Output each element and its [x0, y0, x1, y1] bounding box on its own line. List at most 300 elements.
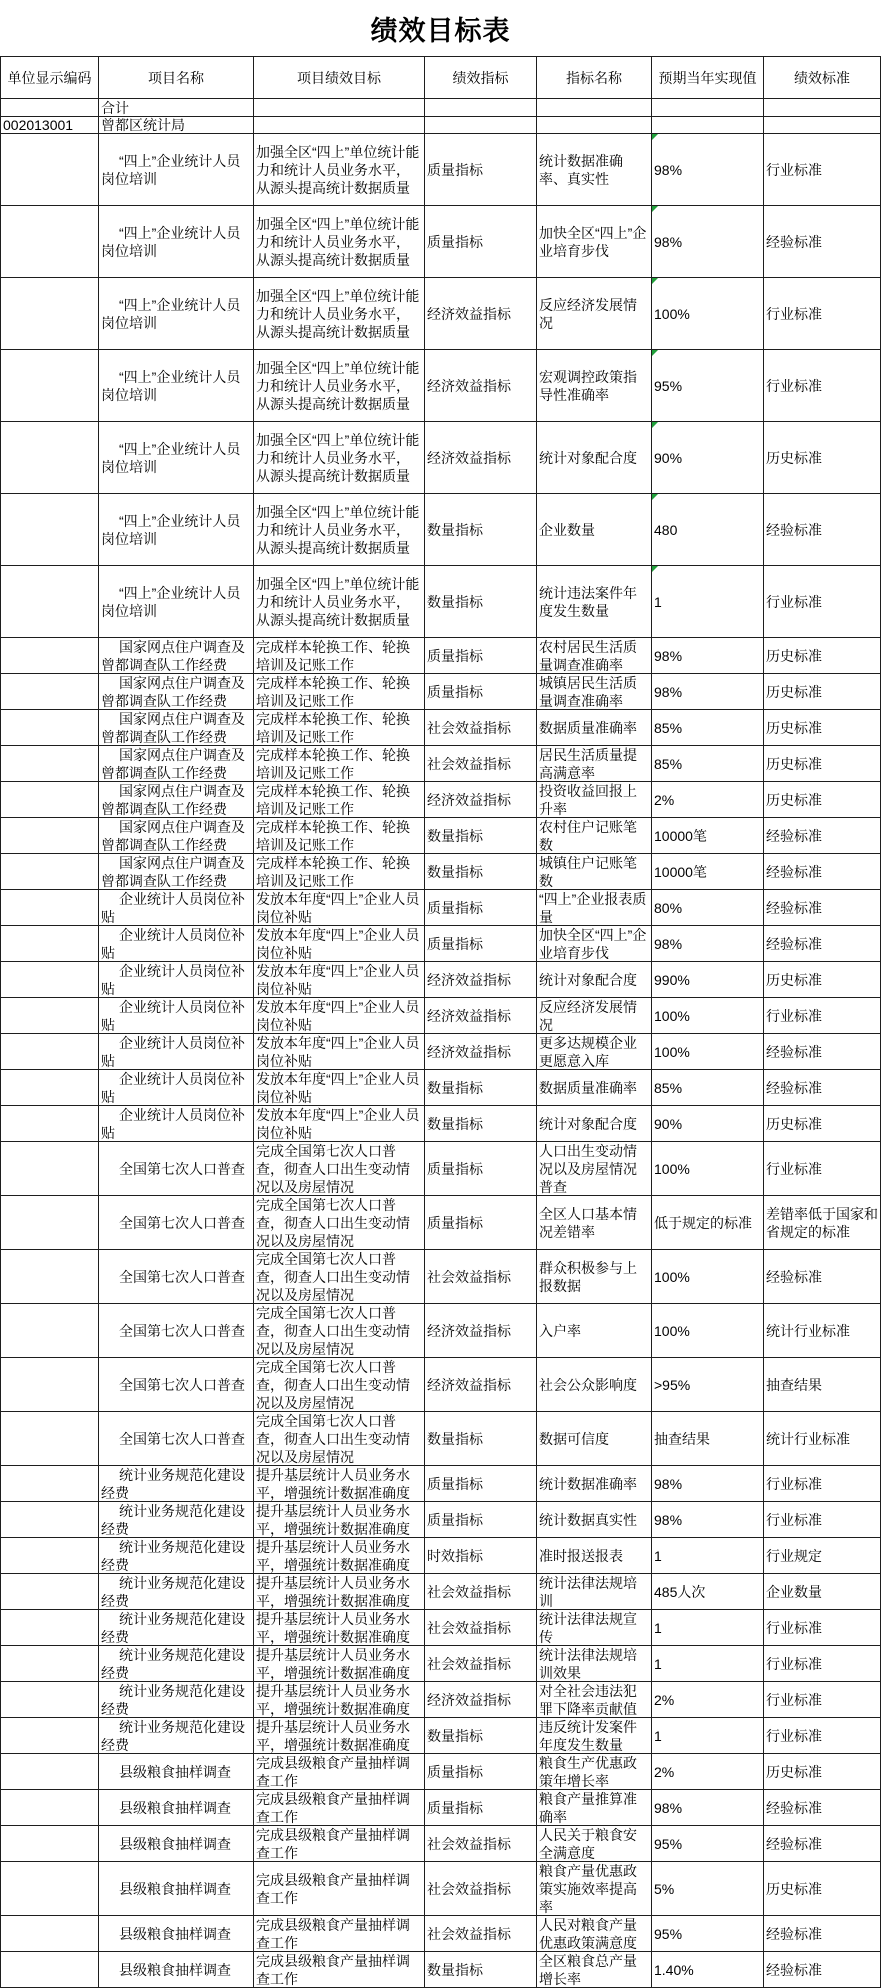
- project-goal-cell: 完成县级粮食产量抽样调查工作: [254, 1826, 425, 1862]
- project-goal-cell: 完成全国第七次人口普查，彻查人口出生变动情况以及房屋情况: [254, 1250, 425, 1304]
- number-as-text-indicator-icon: [652, 422, 658, 428]
- performance-standard-cell: 抽查结果: [764, 1358, 881, 1412]
- performance-standard-cell: 经验标准: [764, 1250, 881, 1304]
- indicator-name-cell: 投资收益回报上升率: [537, 782, 652, 818]
- table-row: [0, 1574, 881, 1610]
- table-row: [0, 1826, 881, 1862]
- indicator-category-cell: 质量指标: [425, 1196, 537, 1250]
- project-goal-cell: 完成样本轮换工作、轮换培训及记账工作: [254, 818, 425, 854]
- table-title: 绩效目标表: [0, 0, 881, 57]
- unit-code-cell: [0, 1070, 99, 1106]
- unit-code-cell: [0, 1502, 99, 1538]
- expected-value-cell: 90%: [652, 1106, 764, 1142]
- performance-standard-cell: 历史标准: [764, 422, 881, 494]
- project-name-cell: 统计业务规范化建设经费: [99, 1718, 254, 1754]
- expected-value-cell: 100%: [652, 1142, 764, 1196]
- performance-standard-cell: 行业标准: [764, 1610, 881, 1646]
- indicator-category-cell: 社会效益指标: [425, 1574, 537, 1610]
- expected-value-cell: 95%: [652, 1826, 764, 1862]
- performance-standard-cell: [764, 99, 881, 117]
- table-row: [0, 710, 881, 746]
- project-name-cell: 统计业务规范化建设经费: [99, 1646, 254, 1682]
- table-row: [0, 1070, 881, 1106]
- indicator-name-cell: 统计法律法规培训: [537, 1574, 652, 1610]
- indicator-name-cell: 对全社会违法犯罪下降率贡献值: [537, 1682, 652, 1718]
- expected-value-cell: 98%: [652, 1502, 764, 1538]
- project-name-cell: 企业统计人员岗位补贴: [99, 890, 254, 926]
- indicator-category-cell: 经济效益指标: [425, 1682, 537, 1718]
- indicator-name-cell: 准时报送报表: [537, 1538, 652, 1574]
- performance-standard-cell: 历史标准: [764, 1862, 881, 1916]
- project-goal-cell: 提升基层统计人员业务水平，增强统计数据准确度: [254, 1502, 425, 1538]
- performance-standard-cell: 经验标准: [764, 494, 881, 566]
- indicator-name-cell: 加快全区“四上”企业培育步伐: [537, 206, 652, 278]
- performance-standard-cell: 行业标准: [764, 1646, 881, 1682]
- table-row: [0, 890, 881, 926]
- performance-standard-cell: 历史标准: [764, 674, 881, 710]
- indicator-category-cell: 数量指标: [425, 1412, 537, 1466]
- project-name-cell: 国家网点住户调查及曾都调查队工作经费: [99, 746, 254, 782]
- table-row: [0, 1862, 881, 1916]
- expected-value-cell: 85%: [652, 1070, 764, 1106]
- table-row: [0, 818, 881, 854]
- indicator-category-cell: 质量指标: [425, 134, 537, 206]
- unit-code-cell: [0, 1358, 99, 1412]
- unit-code-cell: [0, 1106, 99, 1142]
- column-header-unit-code: 单位显示编码: [0, 57, 99, 99]
- project-goal-cell: 完成全国第七次人口普查，彻查人口出生变动情况以及房屋情况: [254, 1304, 425, 1358]
- project-name-cell: 国家网点住户调查及曾都调查队工作经费: [99, 782, 254, 818]
- project-name-cell: 统计业务规范化建设经费: [99, 1574, 254, 1610]
- expected-value-cell: 98%: [652, 926, 764, 962]
- column-header-indicator-name: 指标名称: [537, 57, 652, 99]
- unit-code-cell: [0, 1610, 99, 1646]
- project-name-cell: 全国第七次人口普查: [99, 1250, 254, 1304]
- indicator-name-cell: 加快全区“四上”企业培育步伐: [537, 926, 652, 962]
- project-name-cell: 全国第七次人口普查: [99, 1412, 254, 1466]
- indicator-name-cell: [537, 117, 652, 134]
- indicator-category-cell: 经济效益指标: [425, 962, 537, 998]
- table-row: [0, 278, 881, 350]
- expected-value-cell: >95%: [652, 1358, 764, 1412]
- performance-standard-cell: 历史标准: [764, 746, 881, 782]
- table-row: [0, 1250, 881, 1304]
- column-header-project-name: 项目名称: [99, 57, 254, 99]
- project-name-cell: 国家网点住户调查及曾都调查队工作经费: [99, 638, 254, 674]
- project-goal-cell: [254, 117, 425, 134]
- project-name-cell: 统计业务规范化建设经费: [99, 1682, 254, 1718]
- number-as-text-indicator-icon: [652, 134, 658, 140]
- expected-value-cell: 90%: [652, 422, 764, 494]
- number-as-text-indicator-icon: [652, 566, 658, 572]
- unit-code-cell: [0, 278, 99, 350]
- expected-value-cell: 100%: [652, 1250, 764, 1304]
- indicator-category-cell: 数量指标: [425, 494, 537, 566]
- performance-standard-cell: 行业标准: [764, 278, 881, 350]
- project-name-cell: 国家网点住户调查及曾都调查队工作经费: [99, 854, 254, 890]
- performance-standard-cell: 经验标准: [764, 1916, 881, 1952]
- project-name-cell: 统计业务规范化建设经费: [99, 1610, 254, 1646]
- project-name-cell: 国家网点住户调查及曾都调查队工作经费: [99, 710, 254, 746]
- performance-standard-cell: 统计行业标准: [764, 1412, 881, 1466]
- project-goal-cell: 完成全国第七次人口普查，彻查人口出生变动情况以及房屋情况: [254, 1358, 425, 1412]
- table-row: [0, 746, 881, 782]
- project-name-cell: 统计业务规范化建设经费: [99, 1466, 254, 1502]
- unit-code-cell: [0, 710, 99, 746]
- indicator-name-cell: 人民关于粮食安全满意度: [537, 1826, 652, 1862]
- expected-value-cell: 100%: [652, 998, 764, 1034]
- expected-value-cell: 98%: [652, 206, 764, 278]
- indicator-name-cell: “四上”企业报表质量: [537, 890, 652, 926]
- performance-standard-cell: 行业规定: [764, 1538, 881, 1574]
- indicator-name-cell: 数据质量准确率: [537, 710, 652, 746]
- expected-value-cell: 95%: [652, 350, 764, 422]
- indicator-category-cell: 质量指标: [425, 206, 537, 278]
- project-goal-cell: 提升基层统计人员业务水平，增强统计数据准确度: [254, 1466, 425, 1502]
- project-name-cell: 县级粮食抽样调查: [99, 1790, 254, 1826]
- project-name-cell: “四上”企业统计人员岗位培训: [99, 566, 254, 638]
- expected-value-cell: 2%: [652, 782, 764, 818]
- indicator-name-cell: 统计对象配合度: [537, 1106, 652, 1142]
- unit-code-cell: [0, 99, 99, 117]
- table-row: [0, 674, 881, 710]
- indicator-category-cell: 经济效益指标: [425, 1358, 537, 1412]
- table-row: [0, 1142, 881, 1196]
- indicator-category-cell: 社会效益指标: [425, 1646, 537, 1682]
- table-row: [0, 854, 881, 890]
- table-row: [0, 1412, 881, 1466]
- performance-standard-cell: 历史标准: [764, 1754, 881, 1790]
- expected-value-cell: 抽查结果: [652, 1412, 764, 1466]
- project-goal-cell: 完成县级粮食产量抽样调查工作: [254, 1790, 425, 1826]
- project-name-cell: 县级粮食抽样调查: [99, 1862, 254, 1916]
- indicator-category-cell: 社会效益指标: [425, 1916, 537, 1952]
- table-row: [0, 1952, 881, 1988]
- unit-code-cell: [0, 1196, 99, 1250]
- project-goal-cell: 完成县级粮食产量抽样调查工作: [254, 1916, 425, 1952]
- indicator-category-cell: [425, 117, 537, 134]
- expected-value-cell: 10000笔: [652, 818, 764, 854]
- indicator-name-cell: 反应经济发展情况: [537, 998, 652, 1034]
- indicator-category-cell: 社会效益指标: [425, 1826, 537, 1862]
- indicator-name-cell: 统计法律法规宣传: [537, 1610, 652, 1646]
- indicator-category-cell: 经济效益指标: [425, 998, 537, 1034]
- performance-standard-cell: 行业标准: [764, 998, 881, 1034]
- project-goal-cell: 发放本年度“四上”企业人员岗位补贴: [254, 926, 425, 962]
- expected-value-cell: 1: [652, 1538, 764, 1574]
- project-goal-cell: 完成全国第七次人口普查，彻查人口出生变动情况以及房屋情况: [254, 1196, 425, 1250]
- unit-code-cell: [0, 494, 99, 566]
- unit-code-cell: [0, 1142, 99, 1196]
- performance-standard-cell: 企业数量: [764, 1574, 881, 1610]
- indicator-category-cell: 社会效益指标: [425, 746, 537, 782]
- performance-standard-cell: 经验标准: [764, 818, 881, 854]
- indicator-name-cell: [537, 99, 652, 117]
- expected-value-cell: 低于规定的标准: [652, 1196, 764, 1250]
- indicator-category-cell: 数量指标: [425, 1106, 537, 1142]
- project-goal-cell: 加强全区“四上”单位统计能力和统计人员业务水平，从源头提高统计数据质量: [254, 422, 425, 494]
- performance-standard-cell: 历史标准: [764, 1106, 881, 1142]
- performance-standard-cell: 行业标准: [764, 350, 881, 422]
- project-name-cell: “四上”企业统计人员岗位培训: [99, 206, 254, 278]
- expected-value-cell: 990%: [652, 962, 764, 998]
- project-name-cell: “四上”企业统计人员岗位培训: [99, 350, 254, 422]
- indicator-category-cell: 数量指标: [425, 1718, 537, 1754]
- indicator-category-cell: 经济效益指标: [425, 1304, 537, 1358]
- indicator-name-cell: 全区粮食总产量增长率: [537, 1952, 652, 1988]
- unit-code-cell: [0, 1538, 99, 1574]
- total-row: [0, 99, 881, 117]
- project-name-cell: 全国第七次人口普查: [99, 1196, 254, 1250]
- table-row: [0, 926, 881, 962]
- unit-code-cell: [0, 1718, 99, 1754]
- table-row: [0, 1754, 881, 1790]
- expected-value-cell: 1: [652, 1718, 764, 1754]
- project-goal-cell: 提升基层统计人员业务水平，增强统计数据准确度: [254, 1538, 425, 1574]
- indicator-name-cell: 数据质量准确率: [537, 1070, 652, 1106]
- project-goal-cell: 完成样本轮换工作、轮换培训及记账工作: [254, 746, 425, 782]
- project-name-cell: 国家网点住户调查及曾都调查队工作经费: [99, 818, 254, 854]
- performance-standard-cell: 行业标准: [764, 566, 881, 638]
- table-row: [0, 1106, 881, 1142]
- project-goal-cell: 加强全区“四上”单位统计能力和统计人员业务水平，从源头提高统计数据质量: [254, 278, 425, 350]
- project-goal-cell: 提升基层统计人员业务水平，增强统计数据准确度: [254, 1610, 425, 1646]
- unit-code-cell: [0, 1682, 99, 1718]
- table-body: [0, 134, 881, 1988]
- project-goal-cell: 发放本年度“四上”企业人员岗位补贴: [254, 1106, 425, 1142]
- table-row: [0, 422, 881, 494]
- project-goal-cell: 加强全区“四上”单位统计能力和统计人员业务水平，从源头提高统计数据质量: [254, 206, 425, 278]
- performance-standard-cell: 统计行业标准: [764, 1304, 881, 1358]
- indicator-name-cell: 人民对粮食产量优惠政策满意度: [537, 1916, 652, 1952]
- unit-code-cell: [0, 890, 99, 926]
- indicator-category-cell: 经济效益指标: [425, 422, 537, 494]
- indicator-name-cell: 农村居民生活质量调查准确率: [537, 638, 652, 674]
- project-name-cell: 全国第七次人口普查: [99, 1358, 254, 1412]
- expected-value-cell: 5%: [652, 1862, 764, 1916]
- performance-standard-cell: 经验标准: [764, 926, 881, 962]
- performance-standard-cell: 历史标准: [764, 710, 881, 746]
- unit-code-cell: [0, 1916, 99, 1952]
- table-row: [0, 1358, 881, 1412]
- header-row: [0, 57, 881, 99]
- expected-value-cell: 80%: [652, 890, 764, 926]
- expected-value-cell: 98%: [652, 638, 764, 674]
- expected-value-cell: [652, 99, 764, 117]
- table-row: [0, 782, 881, 818]
- expected-value-cell: 1: [652, 1646, 764, 1682]
- unit-code: 002013001: [0, 117, 99, 134]
- project-goal-cell: 完成县级粮食产量抽样调查工作: [254, 1862, 425, 1916]
- indicator-category-cell: 数量指标: [425, 566, 537, 638]
- indicator-name-cell: 社会公众影响度: [537, 1358, 652, 1412]
- column-header-expected-value: 预期当年实现值: [652, 57, 764, 99]
- table-row: [0, 1304, 881, 1358]
- indicator-category-cell: 数量指标: [425, 818, 537, 854]
- performance-standard-cell: 经验标准: [764, 1070, 881, 1106]
- indicator-category-cell: 质量指标: [425, 926, 537, 962]
- project-name-cell: 县级粮食抽样调查: [99, 1826, 254, 1862]
- unit-code-cell: [0, 134, 99, 206]
- table-row: [0, 1718, 881, 1754]
- indicator-name-cell: 人口出生变动情况以及房屋情况普查: [537, 1142, 652, 1196]
- performance-standard-cell: 经验标准: [764, 206, 881, 278]
- indicator-name-cell: 统计对象配合度: [537, 962, 652, 998]
- unit-code-cell: [0, 998, 99, 1034]
- project-goal-cell: [254, 99, 425, 117]
- indicator-category-cell: [425, 99, 537, 117]
- expected-value-cell: 100%: [652, 1304, 764, 1358]
- project-goal-cell: 发放本年度“四上”企业人员岗位补贴: [254, 1034, 425, 1070]
- project-goal-cell: 加强全区“四上”单位统计能力和统计人员业务水平，从源头提高统计数据质量: [254, 566, 425, 638]
- table-row: [0, 566, 881, 638]
- project-goal-cell: 提升基层统计人员业务水平，增强统计数据准确度: [254, 1574, 425, 1610]
- expected-value-cell: 98%: [652, 1466, 764, 1502]
- indicator-category-cell: 经济效益指标: [425, 1034, 537, 1070]
- table-row: [0, 1034, 881, 1070]
- performance-standard-cell: 行业标准: [764, 1466, 881, 1502]
- indicator-category-cell: 时效指标: [425, 1538, 537, 1574]
- indicator-category-cell: 质量指标: [425, 890, 537, 926]
- unit-code-cell: [0, 1034, 99, 1070]
- project-goal-cell: 发放本年度“四上”企业人员岗位补贴: [254, 1070, 425, 1106]
- table-row: [0, 1790, 881, 1826]
- project-goal-cell: 提升基层统计人员业务水平，增强统计数据准确度: [254, 1682, 425, 1718]
- number-as-text-indicator-icon: [652, 206, 658, 212]
- performance-standard-cell: 历史标准: [764, 782, 881, 818]
- unit-code-cell: [0, 1412, 99, 1466]
- project-goal-cell: 加强全区“四上”单位统计能力和统计人员业务水平，从源头提高统计数据质量: [254, 350, 425, 422]
- unit-code-cell: [0, 566, 99, 638]
- unit-code-cell: [0, 746, 99, 782]
- indicator-category-cell: 质量指标: [425, 1466, 537, 1502]
- project-name-cell: 企业统计人员岗位补贴: [99, 962, 254, 998]
- project-goal-cell: 提升基层统计人员业务水平，增强统计数据准确度: [254, 1646, 425, 1682]
- performance-standard-cell: 经验标准: [764, 890, 881, 926]
- performance-standard-cell: 行业标准: [764, 1718, 881, 1754]
- project-name-cell: 县级粮食抽样调查: [99, 1754, 254, 1790]
- project-goal-cell: 加强全区“四上”单位统计能力和统计人员业务水平，从源头提高统计数据质量: [254, 494, 425, 566]
- performance-standard-cell: 经验标准: [764, 1952, 881, 1988]
- indicator-category-cell: 数量指标: [425, 1070, 537, 1106]
- project-name-cell: 全国第七次人口普查: [99, 1304, 254, 1358]
- indicator-name-cell: 数据可信度: [537, 1412, 652, 1466]
- project-goal-cell: 完成样本轮换工作、轮换培训及记账工作: [254, 854, 425, 890]
- project-name-cell: 企业统计人员岗位补贴: [99, 926, 254, 962]
- unit-code-cell: [0, 1754, 99, 1790]
- project-goal-cell: 发放本年度“四上”企业人员岗位补贴: [254, 890, 425, 926]
- indicator-category-cell: 数量指标: [425, 854, 537, 890]
- expected-value-cell: 2%: [652, 1754, 764, 1790]
- project-name-cell: 企业统计人员岗位补贴: [99, 1070, 254, 1106]
- performance-standard-cell: 行业标准: [764, 1142, 881, 1196]
- indicator-name-cell: 粮食生产优惠政策年增长率: [537, 1754, 652, 1790]
- indicator-category-cell: 经济效益指标: [425, 350, 537, 422]
- expected-value-cell: 1: [652, 566, 764, 638]
- indicator-category-cell: 社会效益指标: [425, 710, 537, 746]
- indicator-name-cell: 农村住户记账笔数: [537, 818, 652, 854]
- unit-code-cell: [0, 1250, 99, 1304]
- table-row: [0, 1538, 881, 1574]
- indicator-name-cell: 城镇居民生活质量调查准确率: [537, 674, 652, 710]
- indicator-name-cell: 统计法律法规培训效果: [537, 1646, 652, 1682]
- table-row: [0, 134, 881, 206]
- table-row: [0, 998, 881, 1034]
- indicator-name-cell: 反应经济发展情况: [537, 278, 652, 350]
- unit-row: [0, 117, 881, 134]
- expected-value-cell: 98%: [652, 674, 764, 710]
- indicator-name-cell: 粮食产量推算准确率: [537, 1790, 652, 1826]
- indicator-name-cell: 统计数据真实性: [537, 1502, 652, 1538]
- expected-value-cell: 1.40%: [652, 1952, 764, 1988]
- unit-code-cell: [0, 818, 99, 854]
- project-name-cell: 统计业务规范化建设经费: [99, 1538, 254, 1574]
- table-row: [0, 962, 881, 998]
- unit-code-cell: [0, 350, 99, 422]
- unit-code-cell: [0, 962, 99, 998]
- performance-standard-cell: [764, 117, 881, 134]
- performance-standard-cell: 经验标准: [764, 854, 881, 890]
- column-header-indicator-type: 绩效指标: [425, 57, 537, 99]
- unit-code-cell: [0, 638, 99, 674]
- indicator-category-cell: 数量指标: [425, 1952, 537, 1988]
- indicator-category-cell: 社会效益指标: [425, 1610, 537, 1646]
- performance-standard-cell: 行业标准: [764, 1502, 881, 1538]
- indicator-category-cell: 质量指标: [425, 674, 537, 710]
- unit-code-cell: [0, 1466, 99, 1502]
- number-as-text-indicator-icon: [652, 350, 658, 356]
- expected-value-cell: 480: [652, 494, 764, 566]
- project-name-cell: 全国第七次人口普查: [99, 1142, 254, 1196]
- indicator-name-cell: 违反统计发案件年度发生数量: [537, 1718, 652, 1754]
- expected-value-cell: 98%: [652, 134, 764, 206]
- performance-standard-cell: 经验标准: [764, 1034, 881, 1070]
- project-name-cell: “四上”企业统计人员岗位培训: [99, 278, 254, 350]
- indicator-category-cell: 经济效益指标: [425, 278, 537, 350]
- unit-code-cell: [0, 1826, 99, 1862]
- table-row: [0, 1502, 881, 1538]
- project-name-cell: 县级粮食抽样调查: [99, 1916, 254, 1952]
- unit-code-cell: [0, 1790, 99, 1826]
- unit-code-cell: [0, 926, 99, 962]
- column-header-standard: 绩效标准: [764, 57, 881, 99]
- indicator-name-cell: 入户率: [537, 1304, 652, 1358]
- number-as-text-indicator-icon: [652, 278, 658, 284]
- performance-standard-cell: 行业标准: [764, 1682, 881, 1718]
- unit-code-cell: [0, 1646, 99, 1682]
- project-goal-cell: 完成全国第七次人口普查，彻查人口出生变动情况以及房屋情况: [254, 1412, 425, 1466]
- indicator-name-cell: 更多达规模企业更愿意入库: [537, 1034, 652, 1070]
- indicator-name-cell: 居民生活质量提高满意率: [537, 746, 652, 782]
- expected-value-cell: 85%: [652, 746, 764, 782]
- expected-value-cell: 1: [652, 1610, 764, 1646]
- project-goal-cell: 完成县级粮食产量抽样调查工作: [254, 1952, 425, 1988]
- expected-value-cell: 100%: [652, 1034, 764, 1070]
- project-goal-cell: 完成样本轮换工作、轮换培训及记账工作: [254, 638, 425, 674]
- expected-value-cell: 95%: [652, 1916, 764, 1952]
- performance-standard-cell: 经验标准: [764, 1826, 881, 1862]
- expected-value-cell: 100%: [652, 278, 764, 350]
- total-label: 合计: [99, 99, 254, 117]
- project-name-cell: “四上”企业统计人员岗位培训: [99, 422, 254, 494]
- expected-value-cell: 10000笔: [652, 854, 764, 890]
- unit-name: 曾都区统计局: [99, 117, 254, 134]
- table-row: [0, 1916, 881, 1952]
- table-row: [0, 350, 881, 422]
- indicator-name-cell: 城镇住户记账笔数: [537, 854, 652, 890]
- performance-standard-cell: 差错率低于国家和省规定的标准: [764, 1196, 881, 1250]
- project-goal-cell: 完成全国第七次人口普查，彻查人口出生变动情况以及房屋情况: [254, 1142, 425, 1196]
